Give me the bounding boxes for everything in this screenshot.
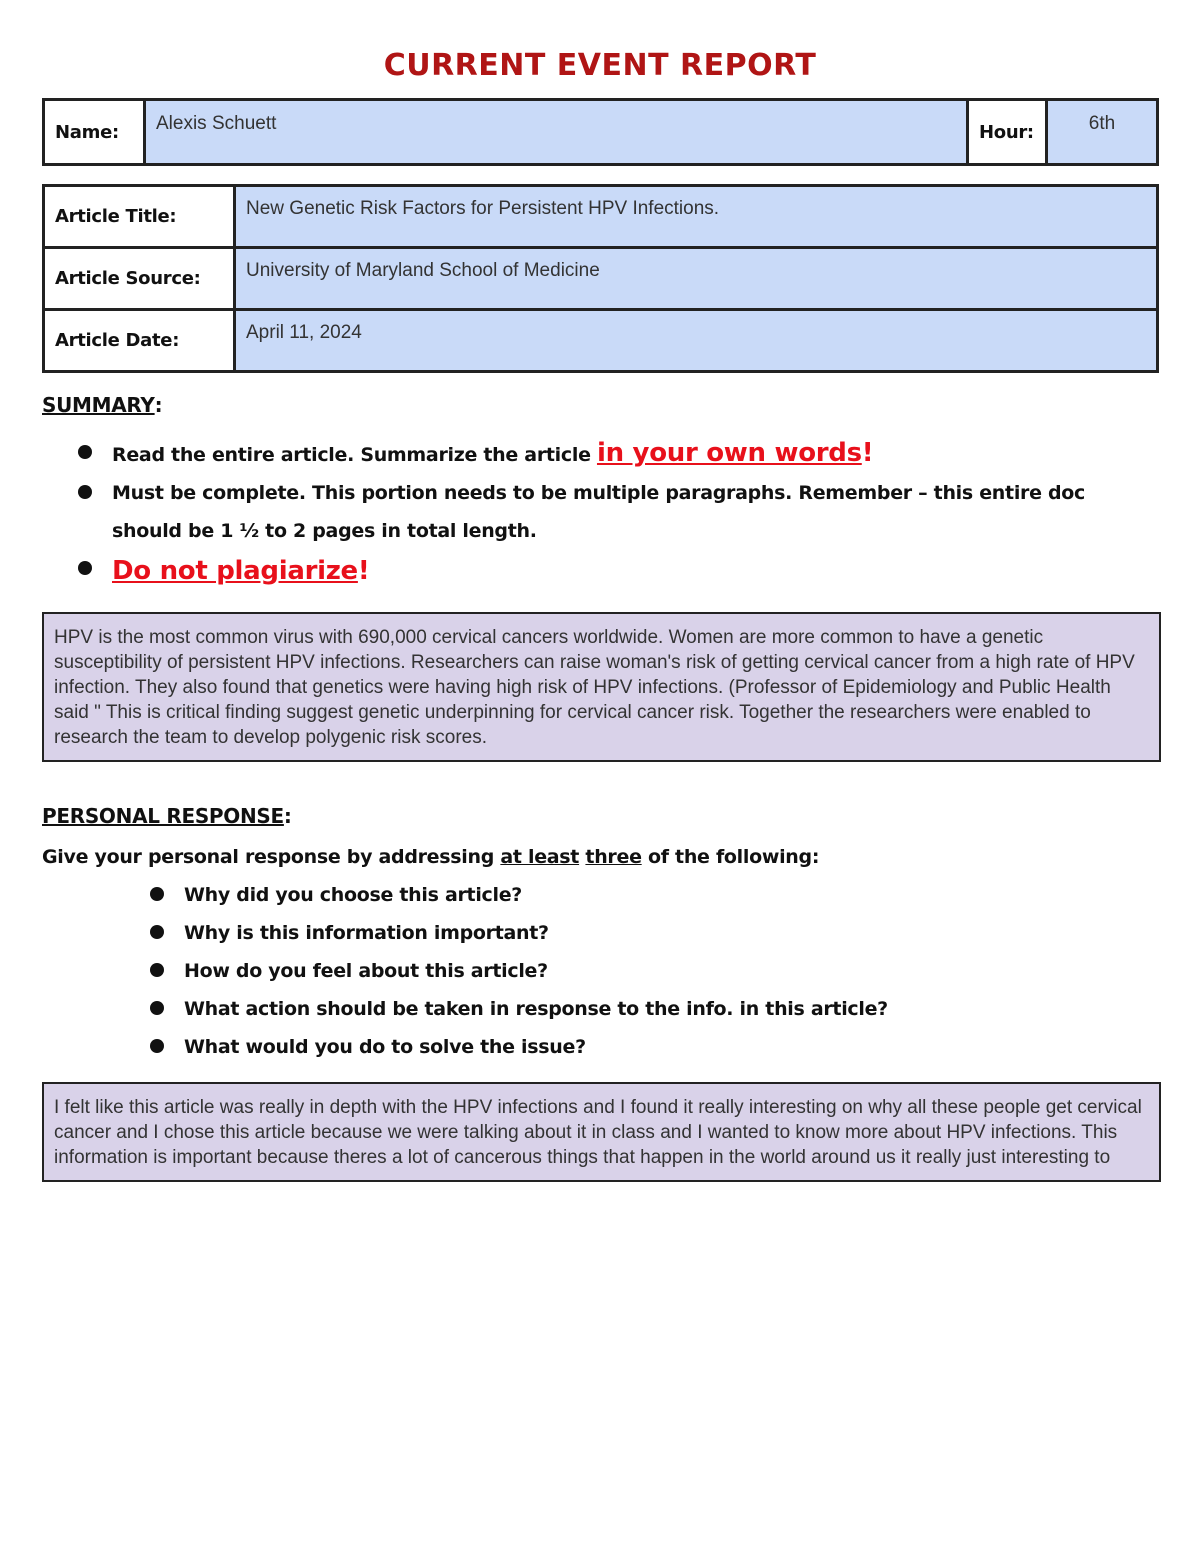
list-item: How do you feel about this article?	[150, 952, 1150, 990]
article-date-field[interactable]: April 11, 2024	[235, 310, 1158, 372]
response-instruction	[42, 842, 819, 872]
hour-field[interactable]: 6th	[1047, 100, 1158, 165]
summary-instructions	[78, 434, 1158, 594]
list-item: Why did you choose this article?	[150, 876, 1150, 914]
instruction-text: Give your personal response by addressing	[42, 846, 501, 868]
instruction-text-end: of the following:	[641, 846, 820, 868]
personal-response-heading-text: PERSONAL RESPONSE	[42, 804, 284, 828]
response-questions	[150, 876, 1150, 1066]
article-title-label: Article Title:	[44, 186, 235, 248]
list-item: What would you do to solve the issue?	[150, 1028, 1150, 1066]
list-item: Must be complete. This portion needs to be multiple paragraphs. Remember – this entire doc should be 1 ½ to 2 pages in total length.	[78, 474, 1158, 550]
no-plagiarize-emphasis: Do not plagiarize	[112, 556, 358, 586]
summary-heading-text: SUMMARY	[42, 393, 155, 417]
article-source-field[interactable]: University of Maryland School of Medicine	[235, 248, 1158, 310]
list-item	[78, 434, 1158, 474]
student-info-table	[42, 98, 1159, 166]
at-least-emphasis: at least	[500, 846, 580, 868]
list-item: What action should be taken in response to the info. in this article?	[150, 990, 1150, 1028]
article-info-table	[42, 184, 1159, 373]
hour-label: Hour:	[968, 100, 1047, 165]
own-words-exclamation: !	[861, 438, 874, 468]
page-title: CURRENT EVENT REPORT	[383, 48, 817, 83]
personal-response-heading	[42, 804, 292, 828]
article-title-field[interactable]: New Genetic Risk Factors for Persistent HPV Infections.	[235, 186, 1158, 248]
list-item	[78, 550, 1158, 594]
summary-response-box[interactable]: HPV is the most common virus with 690,000 cervical cancers worldwide. Women are more common to have a genetic susceptibility of persistent HPV infections. Researchers can raise woman's risk of getting cervical cancer from a high rate of HPV infection. They also found that genetics were having high risk of HPV infections. (Professor of Epidemiology and Public Health said " This is critical finding suggest genetic underpinning for cervical cancer risk. Together the researchers were enabled to research the team to develop polygenic risk scores.	[42, 612, 1161, 762]
three-emphasis: three	[585, 846, 642, 868]
name-label: Name:	[44, 100, 145, 165]
summary-heading-colon: :	[154, 393, 163, 417]
personal-response-box[interactable]: I felt like this article was really in depth with the HPV infections and I found it really interesting on why all these people get cervical cancer and I chose this article because we were talking about it in class and I wanted to know more about HPV infections. This information is important because theres a lot of cancerous things that happen in the world around us it really just interesting to	[42, 1082, 1161, 1182]
name-field[interactable]: Alexis Schuett	[145, 100, 968, 165]
article-source-label: Article Source:	[44, 248, 235, 310]
summary-instruction-text: Read the entire article. Summarize the article	[112, 444, 597, 466]
personal-response-heading-colon: :	[283, 804, 292, 828]
own-words-emphasis: in your own words	[596, 438, 862, 468]
list-item: Why is this information important?	[150, 914, 1150, 952]
article-date-label: Article Date:	[44, 310, 235, 372]
no-plagiarize-exclamation: !	[357, 556, 370, 586]
summary-heading	[42, 393, 162, 417]
